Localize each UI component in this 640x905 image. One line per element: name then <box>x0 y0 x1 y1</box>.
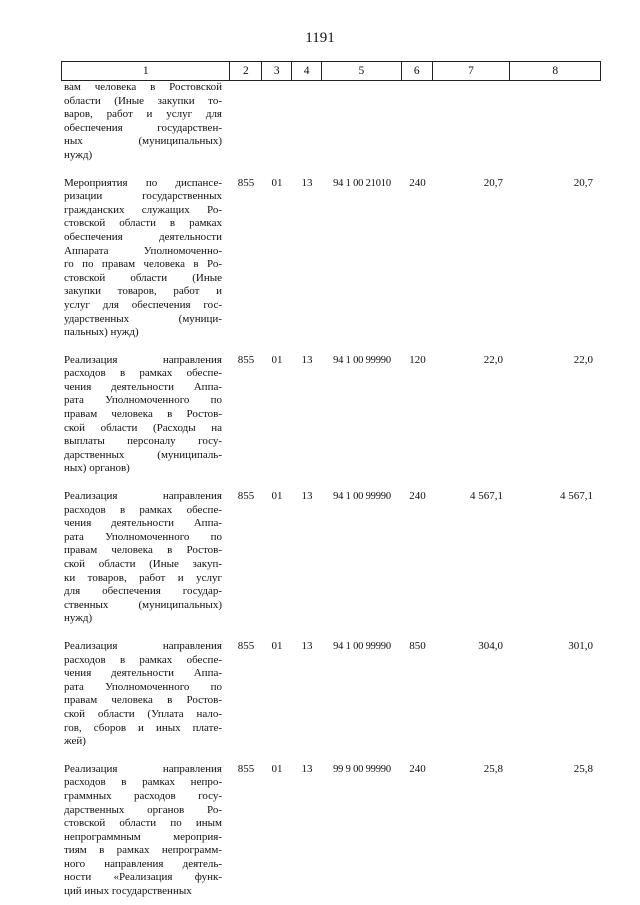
subsection-code: 13 <box>301 639 313 652</box>
ministry-code: 855 <box>237 762 255 775</box>
description-line: варов, работ и услуг для <box>64 108 222 121</box>
description-line: нужд) <box>64 148 93 161</box>
description-line: расходов в рамках непро- <box>64 776 222 789</box>
description-line: Реализация направления <box>64 353 222 366</box>
table-row <box>61 177 601 340</box>
description-line: расходов в рамках обеспе- <box>64 367 222 380</box>
target-article-code: 94 1 00 99990 <box>333 491 391 503</box>
description-line: пальных) нужд) <box>64 326 139 339</box>
subsection-code: 13 <box>301 176 313 189</box>
section-code: 01 <box>271 176 283 189</box>
section-code: 01 <box>271 639 283 652</box>
amount-year-2: 301,0 <box>568 639 593 652</box>
expense-type-code: 240 <box>409 490 426 503</box>
section-code: 01 <box>271 353 283 366</box>
section-code: 01 <box>271 762 283 775</box>
description-line: ударственных (муници- <box>64 312 222 325</box>
ministry-code <box>230 81 262 163</box>
row-description <box>61 490 230 626</box>
description-line: ности «Реализация функ- <box>64 871 222 884</box>
amount-year-2 <box>511 81 601 163</box>
description-line: обеспечения деятельности <box>64 230 222 243</box>
description-line: стовской области по иным <box>64 817 222 830</box>
target-article-code: 99 9 00 99990 <box>333 763 391 775</box>
description-line: Аппарата Уполномоченно- <box>64 244 222 257</box>
row-description <box>61 763 230 899</box>
description-line: ных (муниципальных) <box>64 135 222 148</box>
expense-type-code: 850 <box>409 639 426 652</box>
description-line: области (Иные закупки то- <box>64 94 222 107</box>
description-line: ской области (Иные закуп- <box>64 558 222 570</box>
ministry-code: 855 <box>237 639 255 652</box>
row-description <box>61 354 230 476</box>
description-line: правам человека в Ростов- <box>64 544 222 557</box>
description-line: для обеспечения государ- <box>64 585 222 598</box>
subsection-code <box>292 81 322 163</box>
description-line: дарственных (муниципаль- <box>64 448 222 461</box>
subsection-code: 13 <box>301 490 313 503</box>
description-line: услуг для обеспечения гос- <box>64 298 222 311</box>
amount-year-1 <box>433 81 511 163</box>
description-line: стовской области в рамках <box>64 217 222 230</box>
description-line: Реализация направления <box>64 490 222 503</box>
description-line: Мероприятия по диспансе- <box>64 176 222 189</box>
description-line: Реализация направления <box>64 639 222 652</box>
expense-type-code: 120 <box>409 353 426 366</box>
description-line: стовской области (Иные <box>64 271 222 284</box>
column-header-8: 8 <box>552 65 559 77</box>
table-row <box>61 640 601 749</box>
amount-year-2: 4 567,1 <box>560 490 593 503</box>
table-row <box>61 490 601 626</box>
description-line: рата Уполномоченного по <box>64 394 222 407</box>
description-line: непрограммным мероприя- <box>64 830 222 843</box>
description-line: выплаты персоналу госу- <box>64 435 222 448</box>
description-line: ки товаров, работ и услуг <box>64 571 222 584</box>
subsection-code: 13 <box>301 353 313 366</box>
description-line: рата Уполномоченного по <box>64 530 222 543</box>
description-line: тиям в рамках непрограмм- <box>64 844 222 857</box>
description-line: нужд) <box>64 612 93 625</box>
description-line: правам человека в Ростов- <box>64 408 222 421</box>
description-line: гов, сборов и иных плате- <box>64 721 222 734</box>
description-line: ской области (Расходы на <box>64 421 222 434</box>
description-line: ных) органов) <box>64 462 130 475</box>
target-article-code: 94 1 00 21010 <box>333 177 391 189</box>
column-header-6: 6 <box>402 62 433 80</box>
table-row <box>61 81 601 163</box>
description-line: ственных (муниципальных) <box>64 598 222 611</box>
description-line: вам человека в Ростовской <box>64 81 222 93</box>
description-line: чения деятельности Аппа- <box>64 517 222 530</box>
expense-type-code <box>402 81 433 163</box>
description-line: расходов в рамках обеспе- <box>64 653 222 666</box>
subsection-code: 13 <box>301 762 313 775</box>
target-article-code <box>322 81 402 163</box>
ministry-code: 855 <box>237 176 255 189</box>
section-code <box>262 81 292 163</box>
description-line: закупки товаров, работ и <box>64 285 222 298</box>
expense-type-code: 240 <box>409 762 426 775</box>
column-header-5: 5 <box>322 62 402 80</box>
description-line: гражданских служащих Ро- <box>64 203 222 216</box>
page-number: 1191 <box>305 30 335 46</box>
description-line: граммных расходов госу- <box>64 789 222 802</box>
description-line: ризации государственных <box>64 190 222 203</box>
table-row <box>61 354 601 476</box>
description-line: чения деятельности Аппа- <box>64 667 222 680</box>
budget-table <box>61 61 601 899</box>
column-header-7: 7 <box>433 62 511 80</box>
description-line: расходов в рамках обеспе- <box>64 503 222 516</box>
description-line: Реализация направления <box>64 762 222 775</box>
row-description <box>61 81 230 163</box>
amount-year-1: 4 567,1 <box>470 490 503 503</box>
column-header-3: 3 <box>262 62 292 80</box>
description-line: ций иных государственных <box>64 885 192 898</box>
table-header <box>61 61 601 81</box>
amount-year-2: 22,0 <box>573 353 593 366</box>
description-line: дарственных органов Ро- <box>64 803 222 816</box>
section-code: 01 <box>271 490 283 503</box>
target-article-code: 94 1 00 99990 <box>333 640 391 652</box>
table-row <box>61 763 601 899</box>
column-header-2: 2 <box>230 62 262 80</box>
column-header-4: 4 <box>292 62 322 80</box>
description-line: правам человека в Ростов- <box>64 694 222 707</box>
ministry-code: 855 <box>237 490 255 503</box>
amount-year-1: 304,0 <box>478 639 503 652</box>
row-description <box>61 177 230 340</box>
row-description <box>61 640 230 749</box>
amount-year-1: 20,7 <box>483 176 503 189</box>
description-line: жей) <box>64 735 86 748</box>
column-header-1: 1 <box>62 62 230 80</box>
description-line: ской области (Уплата нало- <box>64 707 222 720</box>
amount-year-2: 20,7 <box>573 176 593 189</box>
expense-type-code: 240 <box>409 176 426 189</box>
description-line: чения деятельности Аппа- <box>64 380 222 393</box>
table-body <box>61 81 601 899</box>
description-line: го по правам человека в Ро- <box>64 258 222 271</box>
description-line: рата Уполномоченного по <box>64 680 222 693</box>
description-line: обеспечения государствен- <box>64 121 222 134</box>
amount-year-1: 22,0 <box>483 353 503 366</box>
ministry-code: 855 <box>237 353 255 366</box>
target-article-code: 94 1 00 99990 <box>333 354 391 366</box>
amount-year-1: 25,8 <box>483 762 503 775</box>
description-line: ного направления деятель- <box>64 857 222 870</box>
amount-year-2: 25,8 <box>573 762 593 775</box>
